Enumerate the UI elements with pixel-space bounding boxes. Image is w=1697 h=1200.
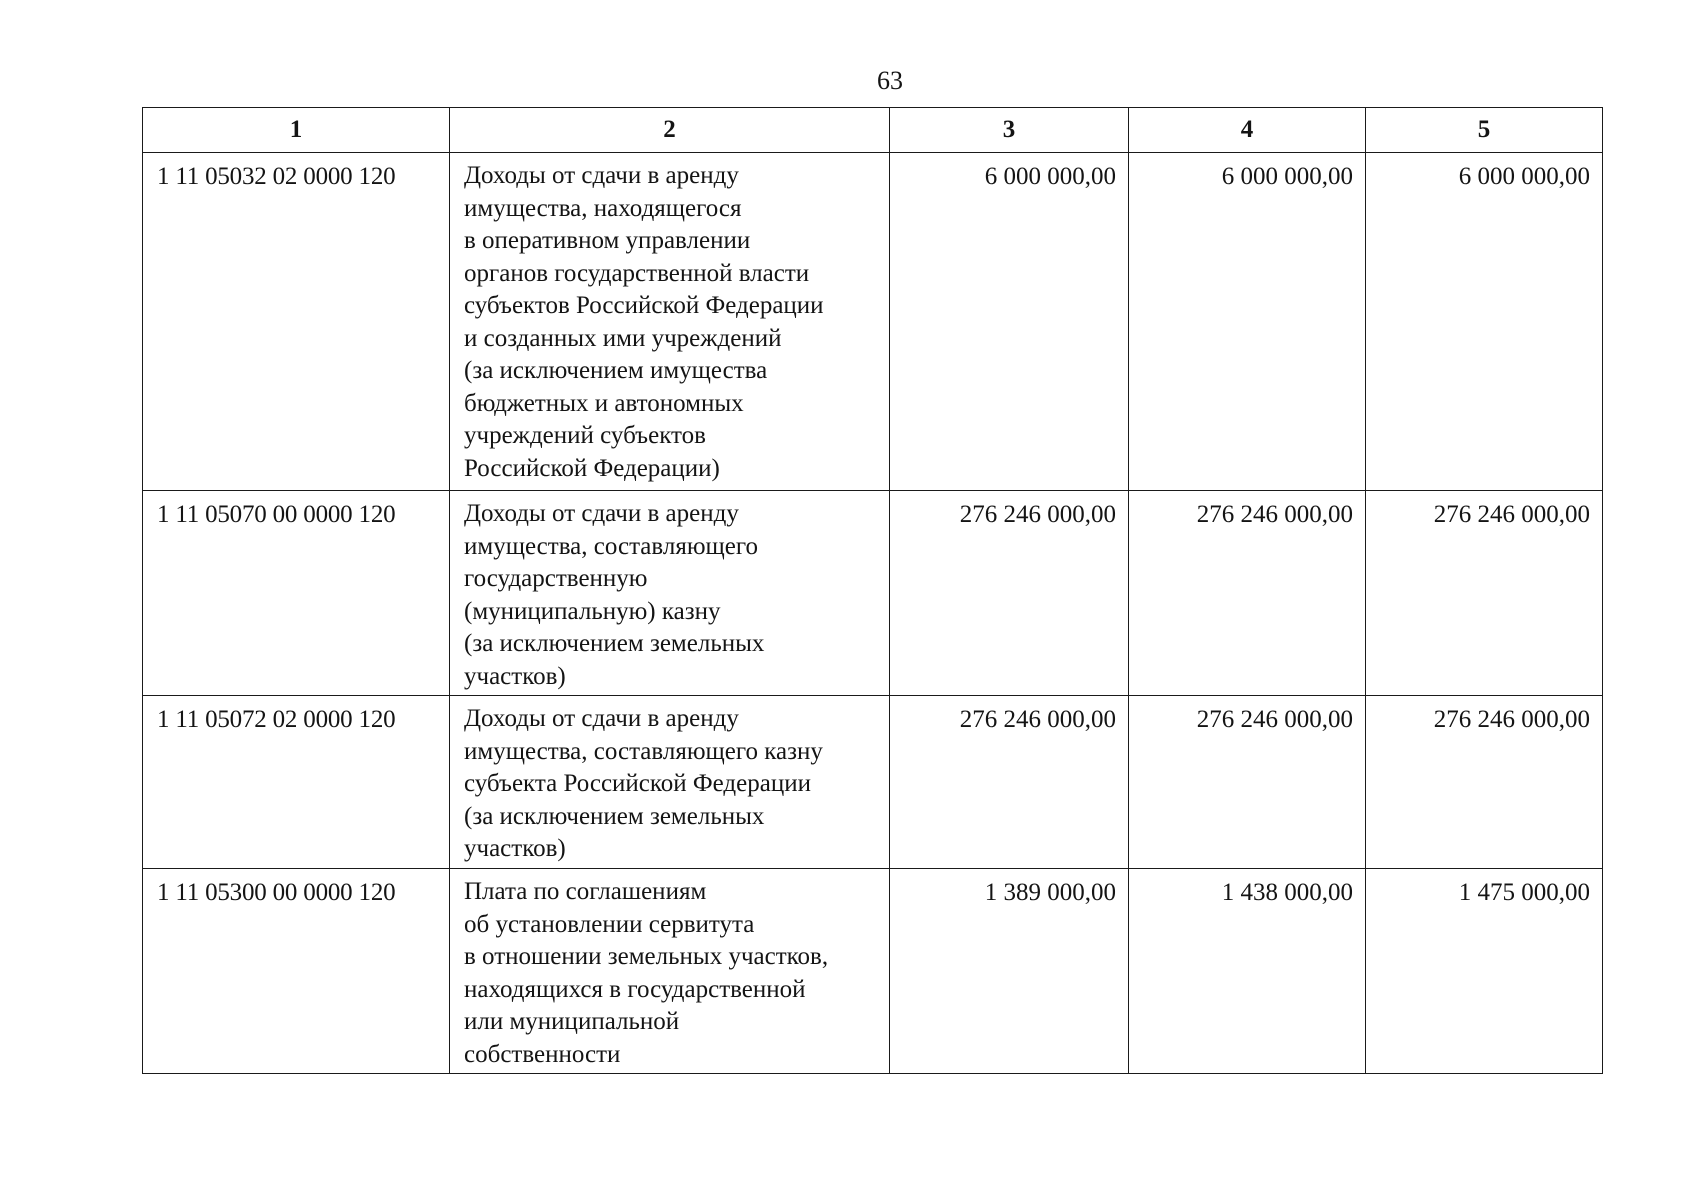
revenue-name-line: в отношении земельных участков,	[464, 943, 829, 970]
revenue-name-line: Доходы от сдачи в аренду	[464, 162, 739, 189]
column-header-3: 3	[890, 108, 1129, 153]
revenue-table	[142, 107, 1603, 1074]
revenue-name-line: имущества, составляющего казну	[464, 737, 823, 765]
revenue-name-line: бюджетных и автономных	[464, 389, 744, 417]
column-header-4: 4	[1129, 108, 1366, 153]
revenue-name-line: имущества, находящегося	[464, 194, 742, 222]
amount-col-5-cell: 276 246 000,00	[1366, 696, 1603, 869]
amount-col-3-cell: 276 246 000,00	[890, 696, 1129, 869]
amount-col-4-cell: 1 438 000,00	[1129, 869, 1366, 1074]
revenue-name-line: Доходы от сдачи в аренду	[464, 705, 739, 732]
revenue-code-cell: 1 11 05300 00 0000 120	[143, 869, 450, 1074]
amount-col-3-cell: 1 389 000,00	[890, 869, 1129, 1074]
revenue-name-cell	[450, 696, 890, 869]
amount-col-3-cell: 276 246 000,00	[890, 491, 1129, 696]
page-number: 63	[877, 66, 903, 95]
revenue-name-cell	[450, 153, 890, 491]
amount-col-4-cell: 276 246 000,00	[1129, 696, 1366, 869]
revenue-name-line: (за исключением земельных	[464, 802, 765, 830]
amount-col-4-cell: 6 000 000,00	[1129, 153, 1366, 491]
revenue-code-cell: 1 11 05070 00 0000 120	[143, 491, 450, 696]
revenue-name-line: имущества, составляющего	[464, 532, 759, 560]
revenue-name-line: участков)	[464, 662, 566, 690]
revenue-name-cell	[450, 491, 890, 696]
amount-col-4-cell: 276 246 000,00	[1129, 491, 1366, 696]
table-row	[143, 491, 1603, 696]
revenue-name-line: собственности	[464, 1040, 621, 1068]
revenue-name-line: (за исключением земельных	[464, 630, 765, 657]
revenue-name-line: Плата по соглашениям	[464, 878, 707, 905]
table-row	[143, 153, 1603, 491]
column-header-5: 5	[1366, 108, 1603, 153]
revenue-name-line: Российской Федерации)	[464, 454, 720, 482]
column-header-1: 1	[143, 108, 450, 153]
revenue-code-cell: 1 11 05032 02 0000 120	[143, 153, 450, 491]
revenue-name-line: государственную	[464, 565, 648, 592]
revenue-name-line: Доходы от сдачи в аренду	[464, 500, 739, 527]
revenue-name-line: об установлении сервитута	[464, 910, 755, 938]
revenue-name-cell	[450, 869, 890, 1074]
table-row	[143, 696, 1603, 869]
amount-col-5-cell: 276 246 000,00	[1366, 491, 1603, 696]
revenue-name-line: субъектов Российской Федерации	[464, 292, 824, 319]
revenue-name-line: учреждений субъектов	[464, 422, 706, 449]
revenue-name-line: находящихся в государственной	[464, 975, 806, 1003]
revenue-name-line: участков)	[464, 835, 566, 862]
revenue-name-line: (за исключением имущества	[464, 357, 768, 384]
column-header-2: 2	[450, 108, 890, 153]
amount-col-5-cell: 6 000 000,00	[1366, 153, 1603, 491]
revenue-name-line: субъекта Российской Федерации	[464, 770, 811, 797]
revenue-name-line: в оперативном управлении	[464, 227, 751, 254]
amount-col-5-cell: 1 475 000,00	[1366, 869, 1603, 1074]
amount-col-3-cell: 6 000 000,00	[890, 153, 1129, 491]
revenue-name-line: (муниципальную) казну	[464, 597, 721, 625]
table-header-row	[143, 108, 1603, 153]
revenue-name-line: и созданных ими учреждений	[464, 324, 782, 352]
revenue-name-line: органов государственной власти	[464, 259, 810, 287]
revenue-code-cell: 1 11 05072 02 0000 120	[143, 696, 450, 869]
table-row	[143, 869, 1603, 1074]
revenue-name-line: или муниципальной	[464, 1008, 680, 1035]
